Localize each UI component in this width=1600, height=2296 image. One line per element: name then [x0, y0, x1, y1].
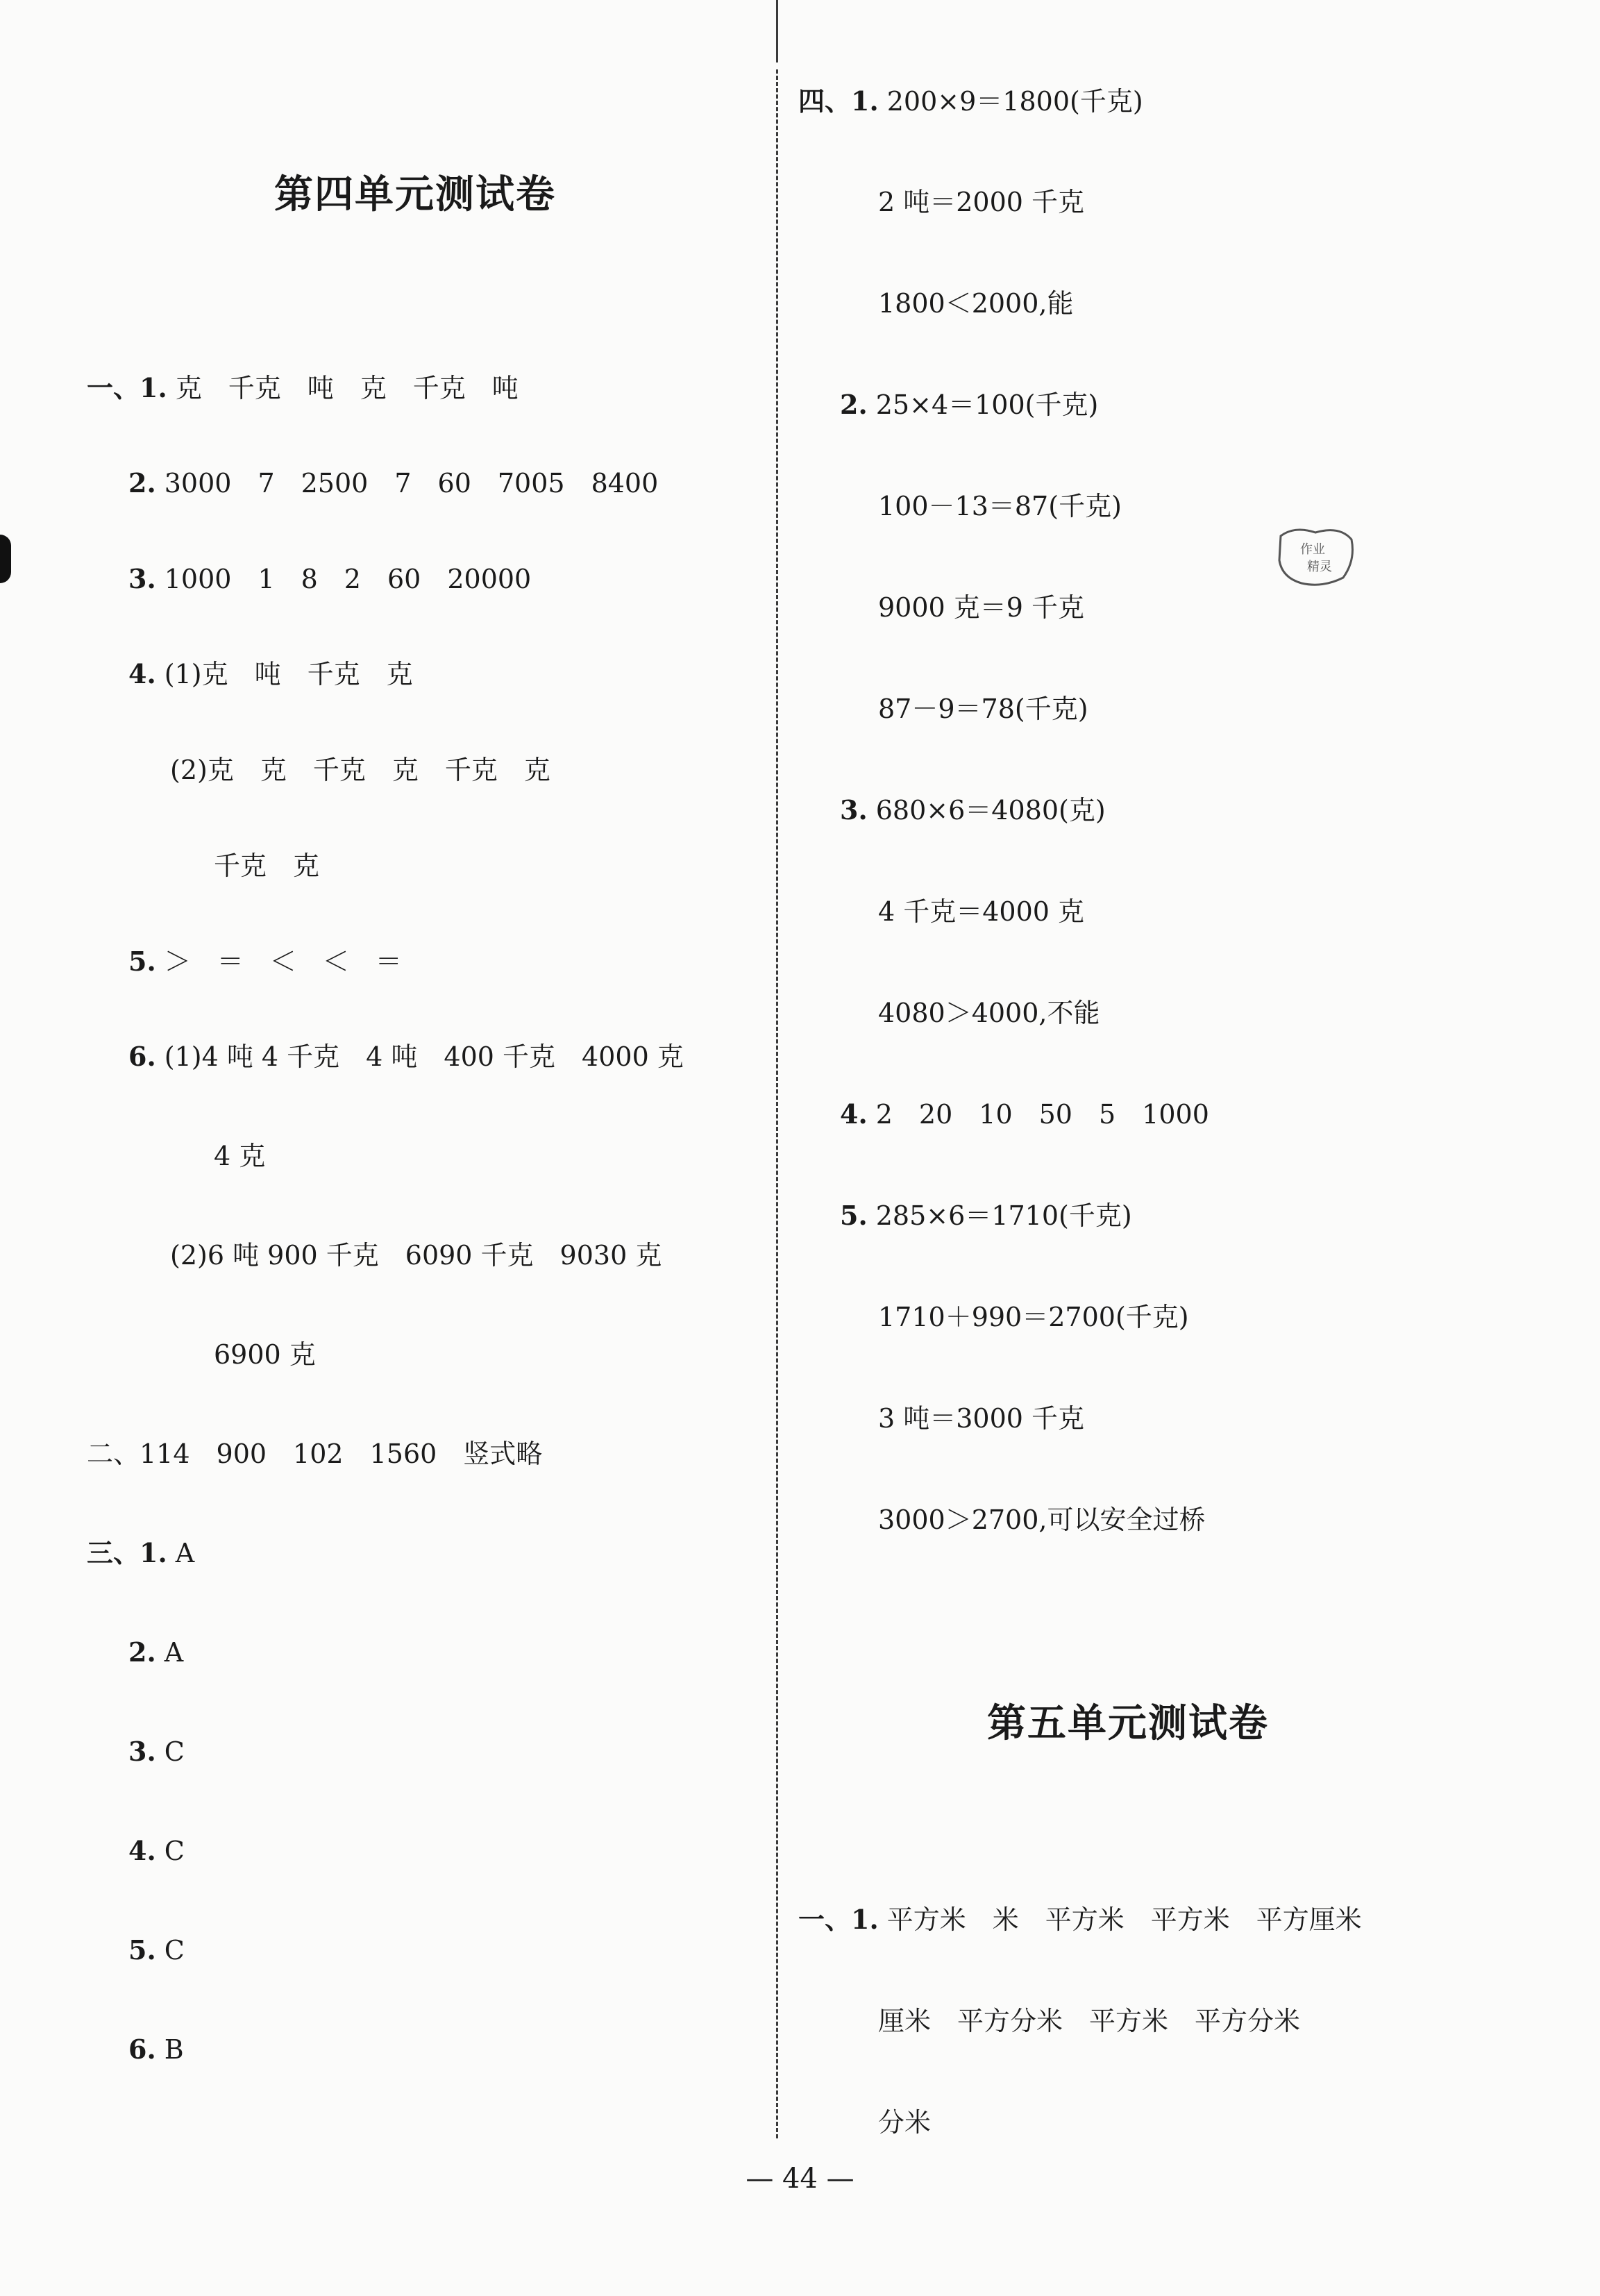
- answer-line: 6. B: [128, 2034, 184, 2065]
- answer-line: 4. (1)克 吨 千克 克: [128, 658, 413, 689]
- answer-line: 一、1. 克 千克 吨 克 千克 吨: [87, 372, 519, 403]
- answer-line: 4 千克＝4000 克: [878, 896, 1085, 927]
- stamp-icon: [1274, 522, 1357, 594]
- svg-text:作业: 作业: [1300, 542, 1325, 557]
- answer-line: 4. C: [128, 1835, 185, 1866]
- answer-line: 2. A: [128, 1636, 184, 1668]
- answer-line: 87－9＝78(千克): [878, 694, 1088, 724]
- answer-line: 3. C: [128, 1736, 185, 1767]
- answer-line: 9000 克＝9 千克: [878, 592, 1085, 623]
- scan-blot: [0, 535, 11, 583]
- answer-line: 四、1. 200×9＝1800(千克): [798, 85, 1143, 117]
- answer-line: 分米: [878, 2107, 932, 2138]
- answer-line: 1710＋990＝2700(千克): [878, 1302, 1189, 1332]
- answer-line: 4080＞4000,不能: [878, 998, 1100, 1028]
- answer-line: 2. 3000 7 2500 7 60 7005 8400: [128, 467, 659, 498]
- answer-line: 5. 285×6＝1710(千克): [840, 1200, 1132, 1231]
- answer-line: 厘米 平方分米 平方米 平方分米: [878, 2006, 1301, 2036]
- answer-line: 6. (1)4 吨 4 千克 4 吨 400 千克 4000 克: [128, 1041, 684, 1072]
- answer-line: 4. 2 20 10 50 5 1000: [840, 1098, 1209, 1130]
- answer-line: 3. 680×6＝4080(克): [840, 794, 1106, 826]
- unit-4-title: 第四单元测试卷: [274, 171, 556, 217]
- answer-line: 2 吨＝2000 千克: [878, 187, 1085, 217]
- page-number: — 44 —: [746, 2163, 854, 2195]
- answer-line: 二、114 900 102 1560 竖式略: [87, 1439, 543, 1469]
- answer-line: (2)克 克 千克 克 千克 克: [170, 755, 550, 785]
- answer-line: 100－13＝87(千克): [878, 491, 1122, 521]
- answer-line: 3 吨＝3000 千克: [878, 1403, 1085, 1434]
- answer-line: (2)6 吨 900 千克 6090 千克 9030 克: [170, 1240, 662, 1271]
- unit-5-title: 第五单元测试卷: [987, 1700, 1269, 1746]
- column-divider-top: [776, 0, 778, 62]
- column-divider: [776, 69, 778, 2138]
- answer-line: 千克 克: [214, 850, 320, 881]
- answer-line: 3000＞2700,可以安全过桥: [878, 1505, 1206, 1535]
- answer-line: 6900 克: [214, 1339, 316, 1370]
- answer-line: 5. ＞ ＝ ＜ ＜ ＝: [128, 946, 402, 977]
- answer-line: 4 克: [214, 1141, 266, 1171]
- answer-line: 三、1. A: [87, 1537, 195, 1568]
- svg-text:精灵: 精灵: [1307, 560, 1332, 574]
- answer-line: 1800＜2000,能: [878, 288, 1074, 319]
- answer-line: 5. C: [128, 1934, 185, 1966]
- answer-line: 一、1. 平方米 米 平方米 平方米 平方厘米: [798, 1904, 1362, 1935]
- answer-line: 3. 1000 1 8 2 60 20000: [128, 563, 532, 594]
- answer-line: 2. 25×4＝100(千克): [840, 389, 1099, 420]
